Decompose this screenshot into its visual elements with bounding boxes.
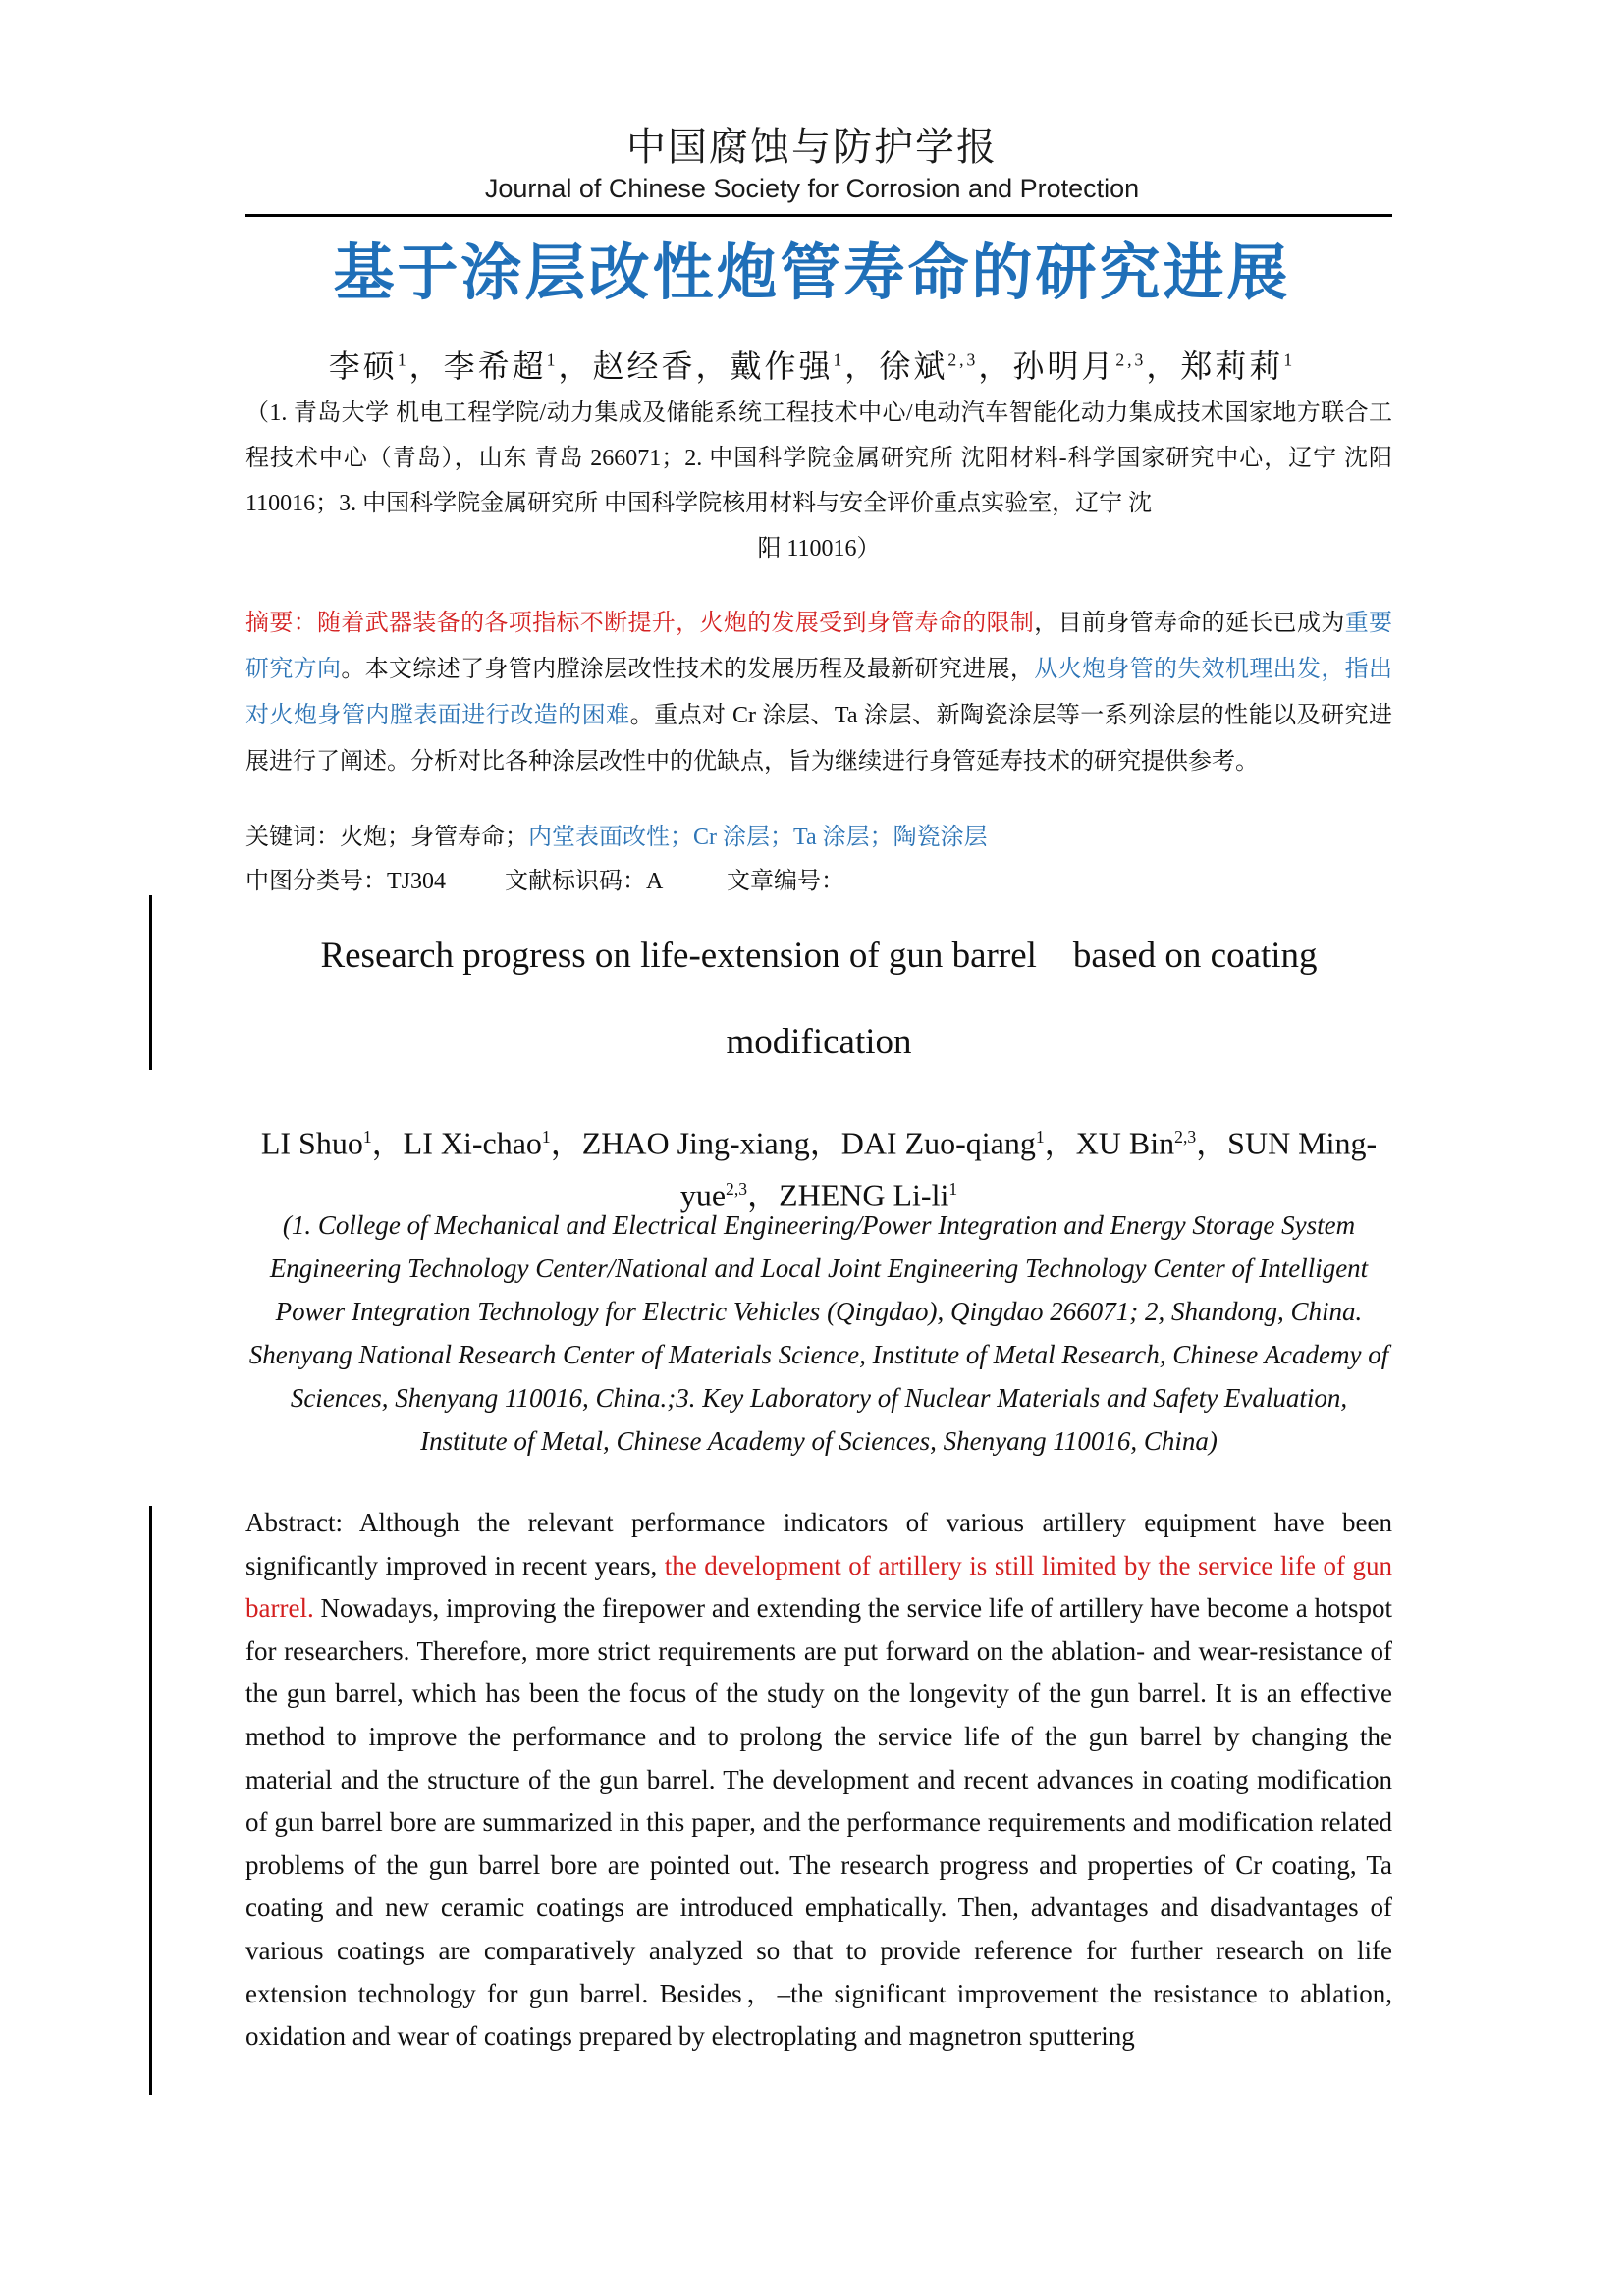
journal-title-cn: 中国腐蚀与防护学报 — [626, 126, 998, 169]
abstract-cn-text: 。重点对 Cr 涂层、Ta 涂层、新陶瓷涂层等一系列涂层的性能以及研究进展进行了阐述。分析对比各种涂层改性中的优缺点，旨为继续进行身管延寿技术的研究提供参考。 — [245, 703, 1393, 774]
author-affil-mark: 2,3 — [1174, 1127, 1197, 1147]
author-cn: 郑莉莉 — [1180, 348, 1284, 384]
abstract-en — [245, 1502, 1392, 2058]
author-affil-mark: 1 — [833, 349, 845, 370]
document-code: 文献标识码：A — [505, 869, 663, 894]
abstract-cn-text: 。本文综述了身管内膛涂层改性技术的发展历程及最新研究进展， — [341, 657, 1035, 682]
keywords-cn-label: 关键词： — [245, 825, 340, 850]
affiliation-en: (1. College of Mechanical and Electrical Engineering/Power Integration and Energy Storage System Engineering Technology Center/National and Local Joint Engineering Technology Center of Intelligent Power Integration Technology for Electric Vehicles (Qingdao), Qingdao 266071; 2, Shandong, China. Shenyang National Research Center of Materials Science, Institute of Metal Research, Chinese Academy of Sciences, Shenyang 110016, China.;3. Key Laboratory of Nuclear Materials and Safety Evaluation, Institute of Metal, Chinese Academy of Sciences, Shenyang 110016, China) — [248, 1210, 1389, 1456]
author-affil-mark: 1 — [541, 1127, 551, 1147]
author-affil-mark: 1 — [1283, 349, 1296, 370]
author-en: XU Bin — [1075, 1125, 1175, 1161]
affiliation-cn — [245, 391, 1392, 571]
author-en: SUN Ming-yue — [679, 1125, 1378, 1213]
author-affil-mark: 1 — [362, 1127, 372, 1147]
abstract-cn-highlight-blue: 从火炮身管的失效机理出发，指出对火炮身管内膛表面进行改造的困难 — [245, 657, 1393, 728]
keywords-cn — [245, 818, 1392, 857]
paper-title-en-line2: modification — [726, 1022, 912, 1062]
author-list-cn: 李硕$^1$，李希超$^1$，赵经香，戴作强$^1$，徐斌$^{2,3}$，孙明月$^{2,3}$，郑莉莉$^1$ — [328, 348, 1296, 384]
author-affil-mark: 2,3 — [1115, 349, 1147, 370]
classification-line — [245, 862, 1392, 901]
author-en: ZHENG Li-li — [779, 1177, 949, 1213]
article-number: 文章编号： — [727, 869, 845, 894]
revision-change-bar — [149, 1506, 152, 2095]
author-en: LI Xi-chao — [403, 1125, 542, 1161]
journal-title-en: Journal of Chinese Society for Corrosion and Protection — [484, 174, 1140, 203]
keywords-cn-highlight: 内堂表面改性；Cr 涂层；Ta 涂层；陶瓷涂层 — [528, 825, 988, 850]
author-affil-mark: 1 — [397, 349, 409, 370]
paper-title-cn: 基于涂层改性炮管寿命的研究进展 — [333, 240, 1291, 307]
author-cn: 李硕 — [328, 348, 398, 384]
author-list-en: LI Shuo$^1$，LI Xi-chao$^1$，ZHAO Jing-xiang，DAI Zuo-qiang$^1$，XU Bin$^{2,3}$，SUN Ming-yue$^{2,3}$，ZHENG $Li-li^1$ — [260, 1125, 1378, 1213]
abstract-cn-text: ，目前身管寿命的延长已成为 — [1034, 611, 1345, 636]
author-affil-mark: 2,3 — [947, 349, 979, 370]
revision-change-bar — [149, 895, 152, 1070]
author-en: DAI Zuo-qiang — [840, 1125, 1036, 1161]
clc-number: 中图分类号：TJ304 — [245, 869, 446, 894]
author-affil-mark: 2,3 — [726, 1178, 748, 1199]
abstract-en-label: Abstract: — [245, 1508, 343, 1537]
abstract-en-text: Nowadays, improving the firepower and extending the service life of artillery have become a hotspot for researchers. Therefore, more strict requirements are put forward on the ablation- and wear-resistance of the gun barrel, which has been the focus of the study on the longevity of the gun barrel. It is an effective method to improve the performance and to prolong the service life of the gun barrel by changing the material and the structure of the gun barrel. The development and recent advances in coating modification of gun barrel bore are summarized in this paper, and the performance requirements and modification related problems of the gun barrel bore are pointed out. The research progress and properties of Cr coating, Ta coating and new ceramic coatings are introduced emphatically. Then, advantages and disadvantages of various coatings are comparatively analyzed so that to provide reference for further research on life extension technology for gun barrel. Besides，–the significant improvement the resistance to ablation, oxidation and wear of coatings prepared by electroplating and magnetron sputtering — [245, 1593, 1392, 2052]
affiliation-cn-main: （1. 青岛大学 机电工程学院/动力集成及储能系统工程技术中心/电动汽车智能化动力集成技术国家地方联合工程技术中心（青岛），山东 青岛 266071；2. 中国科学院金属研究所 沈阳材料-科学国家研究中心，辽宁 沈阳 110016；3. 中国科学院金属研究所 中国科学院核用材料与安全评价重点实验室，辽宁 沈 — [245, 400, 1392, 516]
header-divider — [245, 214, 1392, 217]
paper-title-en-line1: Research progress on life-extension of gun barrel based on coating — [320, 935, 1318, 976]
abstract-cn-highlight-red: 随着武器装备的各项指标不断提升，火炮的发展受到身管寿命的限制 — [317, 611, 1035, 636]
author-affil-mark: 1 — [948, 1178, 958, 1199]
author-cn: 徐斌 — [879, 348, 948, 384]
abstract-cn-highlight-blue: 重要研究方向 — [245, 611, 1393, 682]
abstract-cn-label: 摘要： — [245, 611, 318, 636]
abstract-en-text: Although the relevant performance indicators of various artillery equipment have been significantly improved in recent years, — [245, 1508, 1392, 1580]
author-cn: 孙明月 — [1012, 348, 1116, 384]
author-en: LI Shuo — [260, 1125, 363, 1161]
author-cn: 戴作强 — [730, 348, 834, 384]
abstract-en-highlight-red: the development of artillery is still limited by the service life of gun barrel. — [245, 1550, 1392, 1624]
paper-title-en — [245, 913, 1392, 1086]
affiliation-cn-last: 阳 110016） — [757, 536, 881, 561]
keywords-cn-plain: 火炮；身管寿命； — [340, 825, 528, 850]
author-en: ZHAO Jing-xiang — [581, 1125, 810, 1161]
author-cn: 李希超 — [443, 348, 547, 384]
abstract-cn — [245, 601, 1392, 785]
author-affil-mark: 1 — [1035, 1127, 1045, 1147]
author-affil-mark: 1 — [546, 349, 559, 370]
author-cn: 赵经香 — [592, 348, 696, 384]
